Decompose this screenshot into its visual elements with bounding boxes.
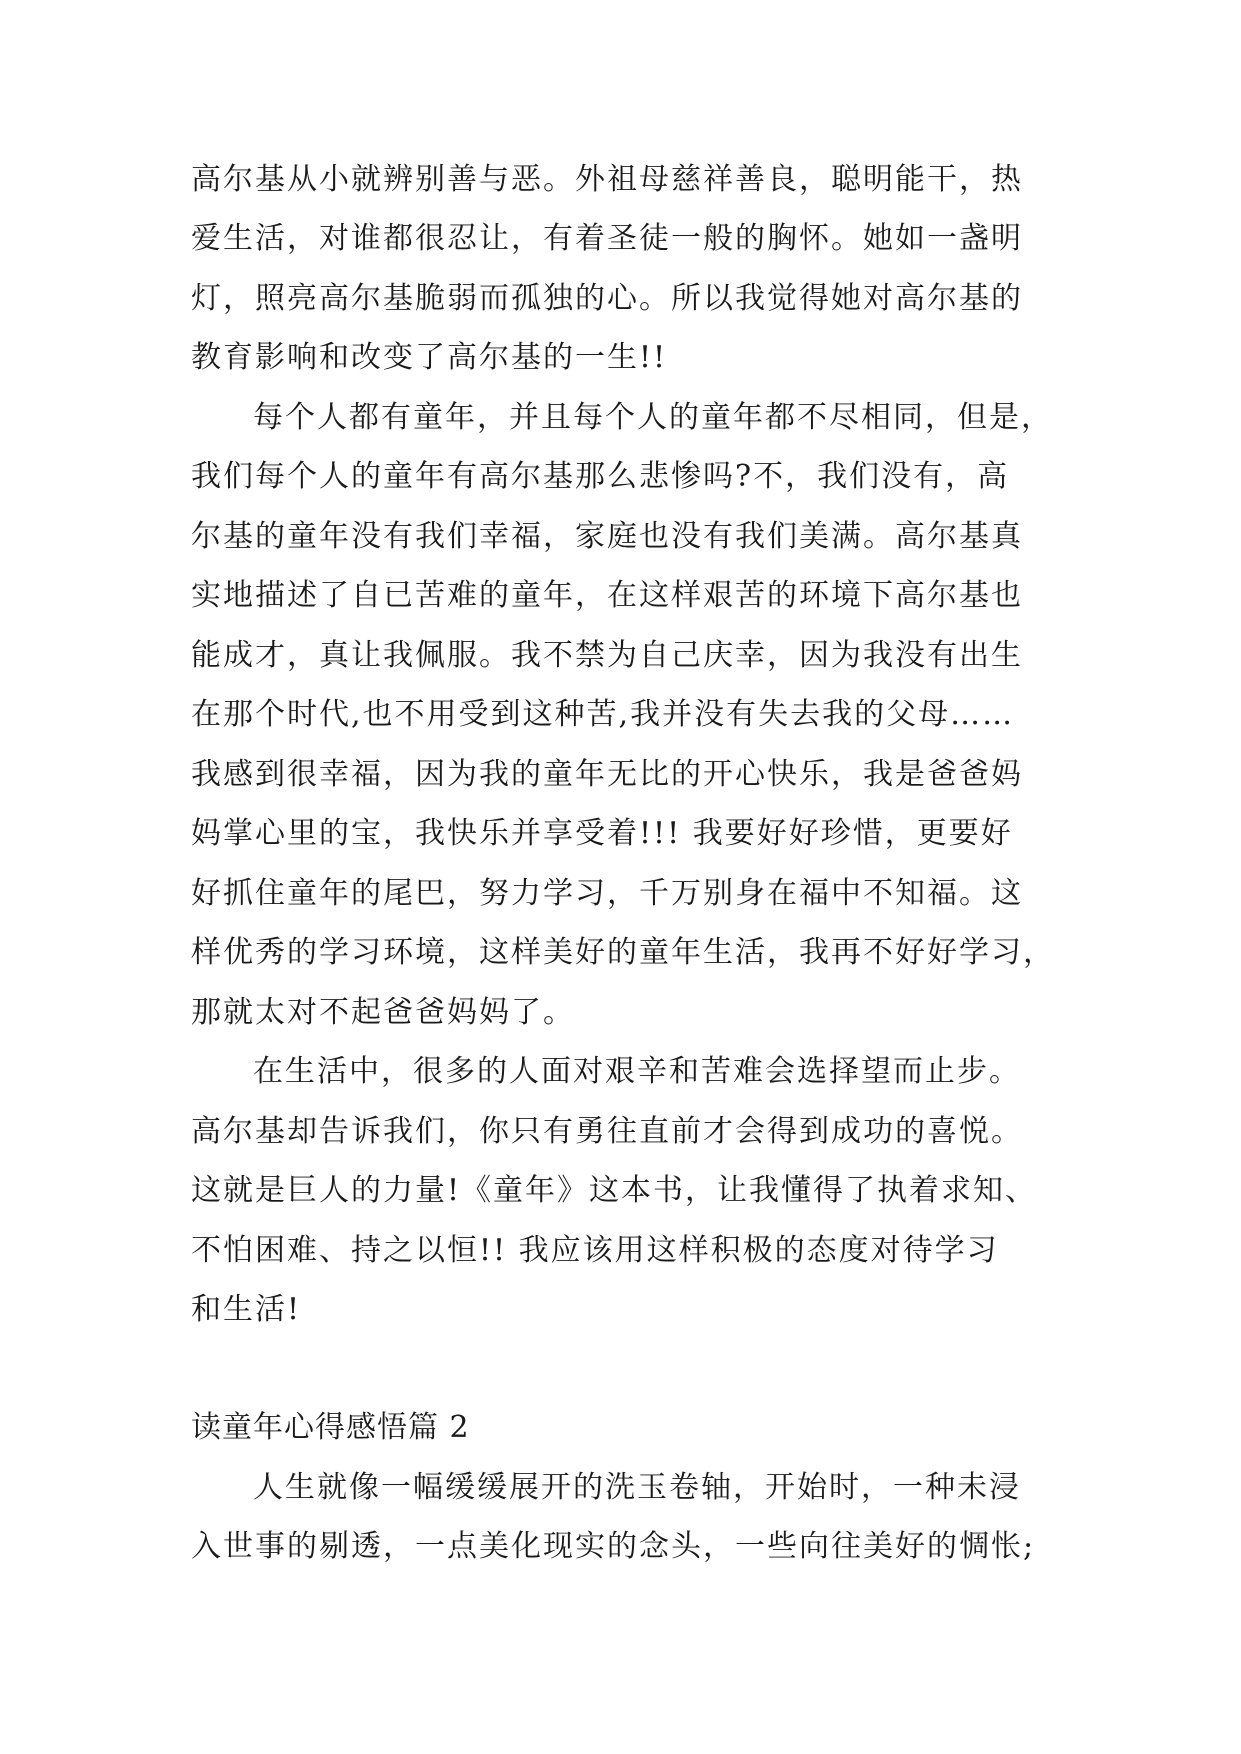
paragraph-2-line-8: 妈掌心里的宝，我快乐并享受着!!! 我要好好珍惜，更要好 (191, 816, 1013, 851)
paragraph-2-line-4: 实地描述了自已苦难的童年，在这样艰苦的环境下高尔基也 (191, 578, 1023, 613)
paragraph-2-line-10: 样优秀的学习环境，这样美好的童年生活，我再不好好学习， (191, 935, 1055, 970)
paragraph-3-line-2: 高尔基却告诉我们，你只有勇往直前才会得到成功的喜悦。 (191, 1114, 1023, 1149)
paragraph-1-line-2: 爱生活，对谁都很忍让，有着圣徒一般的胸怀。她如一盏明 (191, 221, 1023, 256)
paragraph-2-line-2: 我们每个人的童年有高尔基那么悲惨吗?不，我们没有，高 (191, 459, 1010, 494)
paragraph-1-line-3: 灯，照亮高尔基脆弱而孤独的心。所以我觉得她对高尔基的 (191, 281, 1023, 316)
paragraph-4-line-2: 入世事的剔透，一点美化现实的念头，一些向往美好的惆怅; (191, 1529, 1036, 1564)
paragraph-2-line-7: 我感到很幸福，因为我的童年无比的开心快乐，我是爸爸妈 (191, 757, 1023, 792)
paragraph-4-line-1: 人生就像一幅缓缓展开的洗玉卷轴，开始时，一种未浸 (253, 1470, 1021, 1505)
paragraph-3-line-5: 和生活! (191, 1292, 302, 1327)
paragraph-2-line-6: 在那个时代,也不用受到这种苦,我并没有失去我的父母…… (191, 697, 1015, 732)
paragraph-2-line-9: 好抓住童年的尾巴，努力学习，千万别身在福中不知福。这 (191, 876, 1023, 911)
paragraph-2-line-11: 那就太对不起爸爸妈妈了。 (191, 995, 575, 1030)
paragraph-1-line-1: 高尔基从小就辨别善与恶。外祖母慈祥善良，聪明能干，热 (191, 162, 1023, 197)
paragraph-2-line-5: 能成才，真让我佩服。我不禁为自己庆幸，因为我没有出生 (191, 638, 1023, 673)
section-heading: 读童年心得感悟篇 2 (191, 1410, 470, 1445)
paragraph-2-line-1: 每个人都有童年，并且每个人的童年都不尽相同，但是， (253, 400, 1053, 435)
paragraph-1-line-4: 教育影响和改变了高尔基的一生!! (191, 340, 668, 375)
paragraph-3-line-4: 不怕困难、持之以恒!! 我应该用这样积极的态度对待学习 (191, 1233, 999, 1268)
paragraph-3-line-1: 在生活中，很多的人面对艰辛和苦难会选择望而止步。 (253, 1054, 1021, 1089)
paragraph-2-line-3: 尔基的童年没有我们幸福，家庭也没有我们美满。高尔基真 (191, 519, 1023, 554)
paragraph-3-line-3: 这就是巨人的力量!《童年》这本书，让我懂得了执着求知、 (191, 1173, 1038, 1208)
